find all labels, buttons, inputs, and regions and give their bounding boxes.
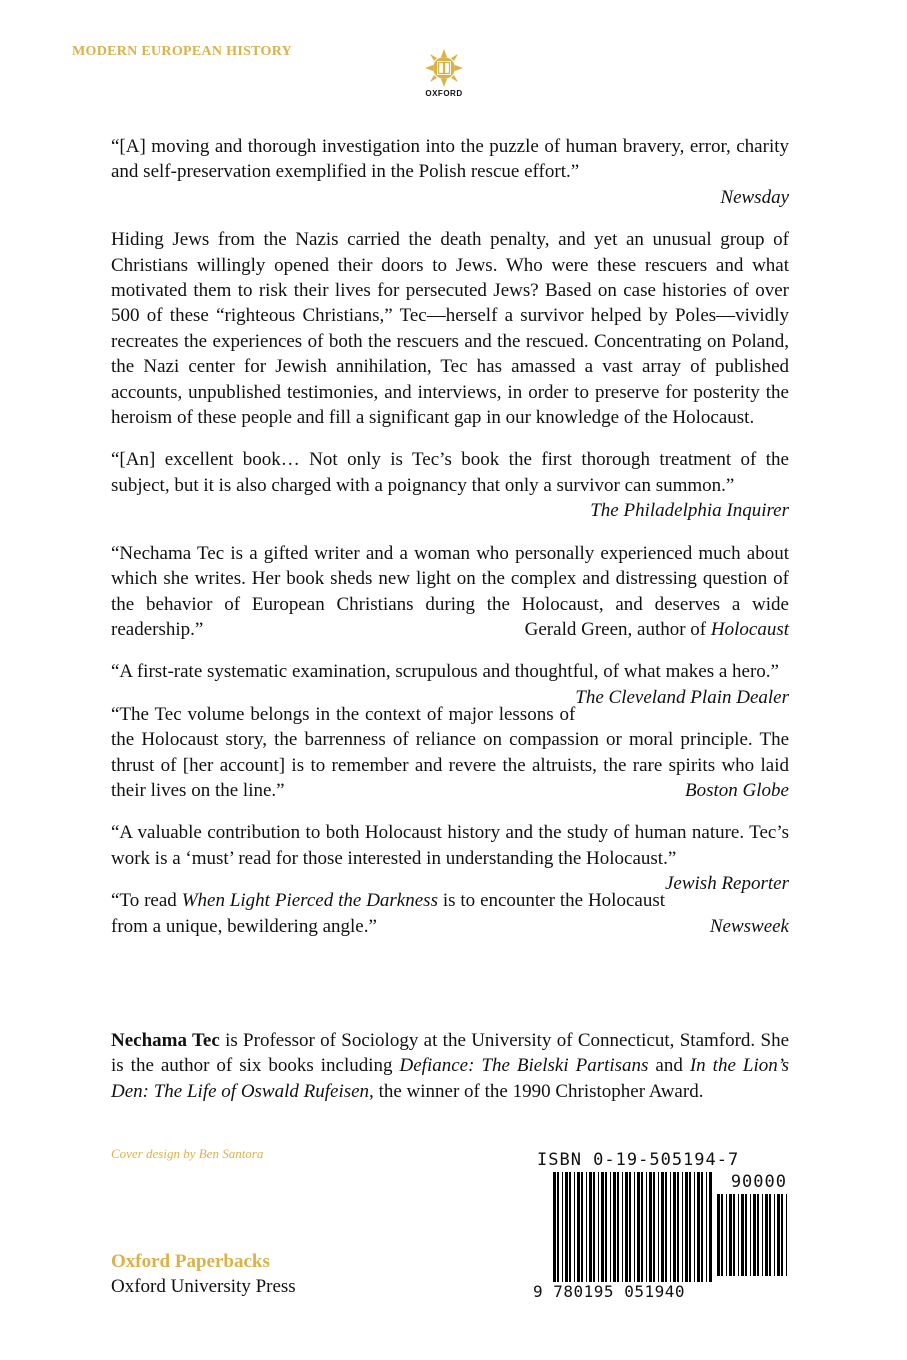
barcode-bar <box>694 1172 695 1282</box>
quote-source <box>525 617 789 642</box>
bio-text-3: the winner of the 1990 Christopher Award. <box>373 1080 704 1102</box>
barcode-bar <box>670 1172 671 1282</box>
barcode-bar <box>581 1172 583 1282</box>
quote-body: “A valuable contribution to both Holocaust history and the study of human nature. Tec’s work is a ‘must’ read for those interested in understanding the Holocaust.” <box>111 822 789 869</box>
barcode-bar <box>689 1172 691 1282</box>
barcode-bar <box>577 1172 580 1282</box>
barcode-bar <box>589 1172 592 1282</box>
series-label: MODERN EUROPEAN HISTORY <box>72 44 293 59</box>
quote-text <box>111 541 789 643</box>
barcode-bar <box>569 1172 571 1282</box>
barcode-bar <box>586 1172 587 1282</box>
barcode-bar <box>774 1194 775 1276</box>
barcode-bar <box>786 1194 787 1276</box>
barcode-bar <box>553 1172 556 1282</box>
quote-body-start: “To read <box>111 890 182 912</box>
barcode-bar <box>682 1172 683 1282</box>
barcode-bar <box>701 1172 703 1282</box>
cover-credit: Cover design by Ben Santora <box>111 1146 264 1161</box>
quote-body: “The Tec volume belongs in the context of major lessons of the Holocaust story, the barrenness of reliance on compassion or moral principle. The thrust of [her account] is to remember and revere the altruists, the rare spirits who laid their lives on the line.” <box>111 703 789 801</box>
barcode-bar <box>733 1194 735 1276</box>
barcode-bar <box>557 1172 559 1282</box>
barcode-bar <box>673 1172 676 1282</box>
barcode-bar <box>726 1194 727 1276</box>
barcode-bar <box>753 1194 756 1276</box>
barcode-bar <box>622 1172 623 1282</box>
blurb-newsday <box>111 134 789 210</box>
barcode-bar <box>738 1194 739 1276</box>
barcode <box>533 1150 793 1305</box>
bio-book-2: In the Lion’s Den: The Life of Oswald Rufeisen, <box>111 1055 789 1102</box>
barcode-bar <box>677 1172 679 1282</box>
imprint-label: Oxford Paperbacks <box>111 1251 270 1272</box>
barcode-bar <box>649 1172 652 1282</box>
quote-source: The Cleveland Plain Dealer <box>575 686 789 708</box>
quote-source-title: Holocaust <box>710 618 789 640</box>
blurb-jewish-reporter <box>111 820 789 895</box>
back-cover-text <box>111 134 789 956</box>
quote-source: The Philadelphia Inquirer <box>590 500 789 522</box>
bio-text-1: is Professor of Sociology at the University of Connecticut, Stamford. She is the author of six books including <box>111 1030 789 1077</box>
barcode-bar <box>777 1194 780 1276</box>
barcode-bar <box>610 1172 611 1282</box>
barcode-bar <box>706 1172 707 1282</box>
barcode-bar <box>658 1172 659 1282</box>
book-description: Hiding Jews from the Nazis carried the death penalty, and yet an unusual group of Christians willingly opened their doors to Jews. Who were these rescuers and what motivated them to risk their lives for persecuted Jews? Based on case histories of over 500 of these “righteous Christians,” Tec—herself a survivor helped by Poles—vividly recreates the experiences of both the rescuers and the rescued. Concentrating on Poland, the Nazi center for Jewish annihilation, Tec has amassed a vast array of published accounts, unpublished testimonies, and interviews, in order to preserve for posterity the heroism of these people and fill a significant gap in our knowledge of the Holocaust. <box>111 229 789 429</box>
barcode-bar <box>613 1172 616 1282</box>
barcode-bar <box>629 1172 631 1282</box>
quote-text: “[An] excellent book… Not only is Tec’s book the first thorough treatment of the subject, but it is also charged with a poignancy that only a survivor can summon.” <box>111 449 789 496</box>
quote-body: “A first-rate systematic examination, scrupulous and thoughtful, of what makes a hero.” <box>111 661 779 683</box>
barcode-bar <box>750 1194 751 1276</box>
quote-text <box>111 820 789 895</box>
barcode-bar <box>601 1172 604 1282</box>
logo-text: OXFORD <box>425 89 463 98</box>
book-title: When Light Pierced the Darkness <box>181 890 438 912</box>
ean-number: 9 780195 051940 <box>533 1282 685 1301</box>
barcode-bar <box>605 1172 607 1282</box>
barcode-bar <box>653 1172 655 1282</box>
barcode-bar <box>765 1194 768 1276</box>
barcode-bar <box>641 1172 643 1282</box>
quote-source: Jewish Reporter <box>664 873 789 895</box>
barcode-bars <box>553 1172 713 1282</box>
price-bars <box>717 1194 787 1276</box>
quote-text <box>111 659 789 708</box>
author-bio <box>111 1028 789 1104</box>
blurb-boston <box>111 702 789 804</box>
barcode-bar <box>762 1194 763 1276</box>
barcode-bar <box>634 1172 635 1282</box>
barcode-bar <box>598 1172 599 1282</box>
barcode-bar <box>665 1172 667 1282</box>
quote-source: Boston Globe <box>685 779 789 801</box>
barcode-bar <box>745 1194 747 1276</box>
blurb-cleveland <box>111 659 789 708</box>
author-name: Nechama Tec <box>111 1030 220 1051</box>
barcode-bar <box>562 1172 563 1282</box>
barcode-bar <box>721 1194 723 1276</box>
barcode-bar <box>757 1194 759 1276</box>
barcode-bar <box>709 1172 712 1282</box>
barcode-bar <box>685 1172 688 1282</box>
barcode-bar <box>565 1172 568 1282</box>
oxford-sun-icon <box>424 48 464 88</box>
price-code: 90000 <box>730 1172 787 1192</box>
quote-source: Newsweek <box>709 915 789 937</box>
barcode-bar <box>574 1172 575 1282</box>
quote-text <box>111 702 789 804</box>
bio-book-1: Defiance: The Bielski Partisans <box>399 1055 649 1077</box>
barcode-bar <box>697 1172 700 1282</box>
barcode-bar <box>741 1194 744 1276</box>
barcode-bar <box>625 1172 628 1282</box>
quote-body-end: is to encounter the Holocaust from a unique, bewildering angle.” <box>111 890 665 937</box>
isbn-text: ISBN 0-19-505194-7 <box>537 1150 740 1170</box>
barcode-bar <box>769 1194 771 1276</box>
barcode-bar <box>646 1172 647 1282</box>
blurb-green <box>111 541 789 643</box>
barcode-bar <box>661 1172 664 1282</box>
barcode-bar <box>717 1194 720 1276</box>
barcode-bar <box>729 1194 732 1276</box>
oxford-logo <box>420 48 468 106</box>
barcode-bar <box>593 1172 595 1282</box>
barcode-bar <box>617 1172 619 1282</box>
publisher-name: Oxford University Press <box>111 1276 296 1297</box>
bio-text-2: and <box>648 1055 690 1077</box>
barcode-bar <box>637 1172 640 1282</box>
quote-body: “Nechama Tec is a gifted writer and a woman who personally experienced much about which she writes. Her book sheds new light on the complex and distressing question of the behavior of European Christians during the Holocaust, and deserves a wide readership.” <box>111 542 789 640</box>
quote-text: “[A] moving and thorough investigation into the puzzle of human bravery, error, charity and self-preservation exemplified in the Polish rescue effort.” <box>111 136 789 183</box>
blurb-inquirer <box>111 447 789 523</box>
quote-source: Newsday <box>720 186 789 208</box>
quote-source-prefix: Gerald Green, author of <box>524 618 711 640</box>
barcode-bar <box>781 1194 783 1276</box>
